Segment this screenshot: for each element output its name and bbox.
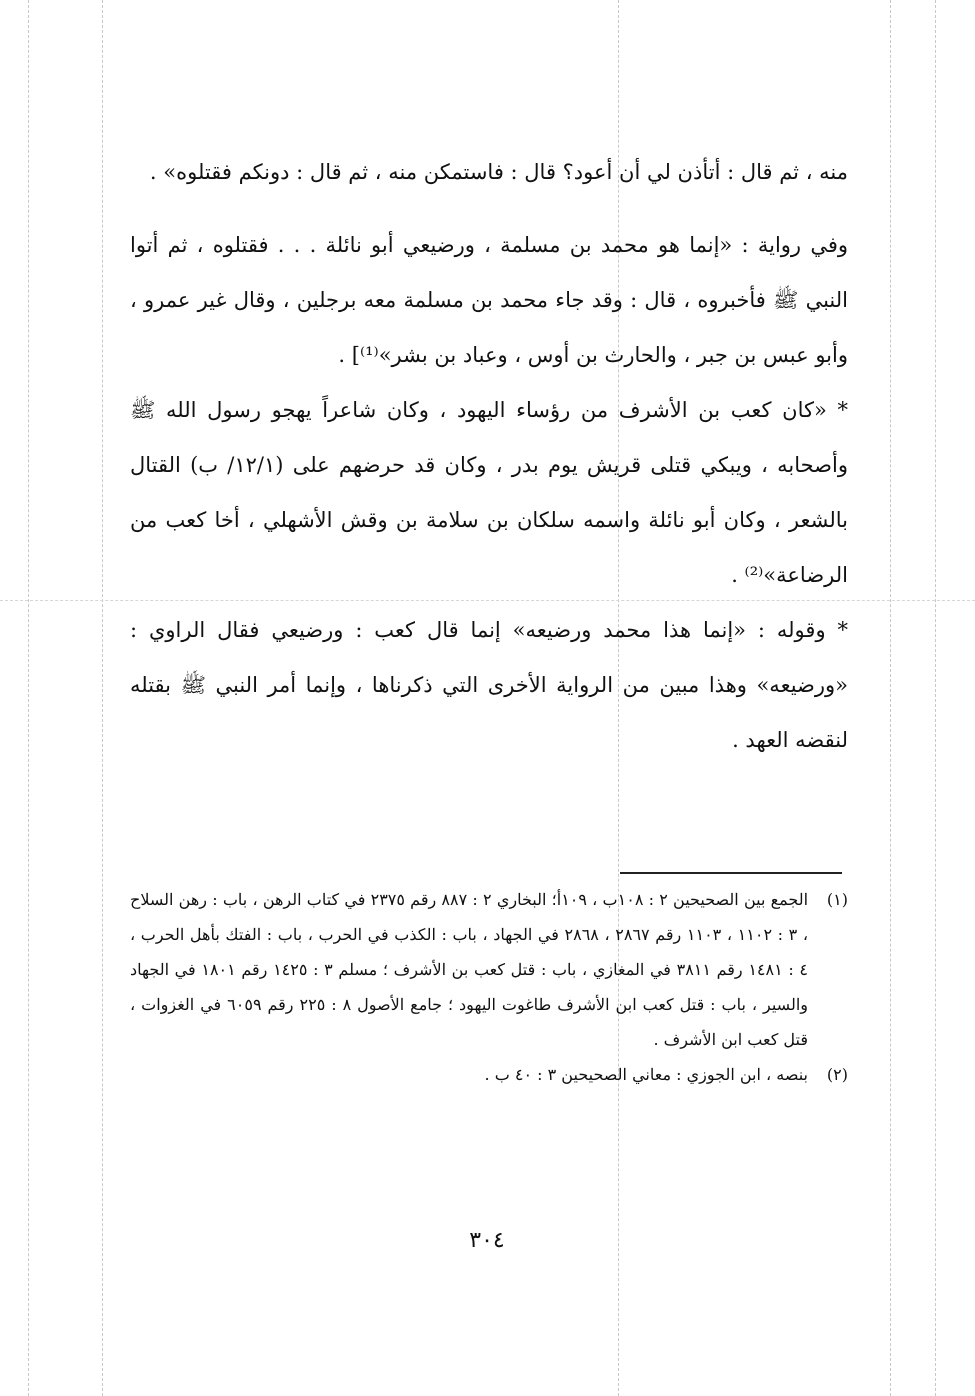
- scan-guide-line: [28, 0, 29, 1396]
- main-text: [130, 145, 848, 768]
- footnote-number: (٢): [826, 1065, 848, 1084]
- scan-guide-line: [890, 0, 891, 1396]
- footnotes: [130, 882, 848, 1092]
- scan-guide-line: [935, 0, 936, 1396]
- paragraph: منه ، ثم قال : أتأذن لي أن أعود؟ قال : فاستمكن منه ، ثم قال : دونكم فقتلوه» .: [149, 160, 848, 184]
- footnote-item: [130, 1057, 848, 1092]
- footnote-separator: [620, 872, 842, 874]
- footnote-item: [130, 882, 848, 1057]
- footnote-text: بنصه ، ابن الجوزي : معاني الصحيحين ٣ : ٤٠ ب .: [484, 1065, 808, 1084]
- footnote-number: (١): [826, 890, 848, 909]
- paragraph: * وقوله : «إنما هذا محمد ورضيعه» إنما قال كعب : ورضيعي فقال الراوي : «ورضيعه» وهذا مبين من الرواية الأخرى التي ذكرناها ، وإنما أمر النبي ﷺ بقتله لنقضه العهد .: [130, 618, 848, 752]
- scan-guide-line: [102, 0, 103, 1396]
- paragraph: وفي رواية : «إنما هو محمد بن مسلمة ، ورضيعي أبو نائلة . . . فقتلوه ، ثم أتوا النبي ﷺ فأخبروه ، قال : وقد جاء محمد بن مسلمة معه برجلين ، وقال غير عمرو ، وأبو عبس بن جبر ، والحارث بن أوس ، وعباد بن بشر»⁽¹⁾] .: [130, 233, 848, 367]
- paragraph: * «كان كعب بن الأشرف من رؤساء اليهود ، وكان شاعراً يهجو رسول الله ﷺ وأصحابه ، ويبكي قتلى قريش يوم بدر ، وكان قد حرضهم على (١٢/١/ ب) القتال بالشعر ، وكان أبو نائلة واسمه سلكان بن سلامة بن وقش الأشهلي ، أخا كعب من الرضاعة»⁽²⁾ .: [130, 398, 848, 587]
- page-number: ٣٠٤: [469, 1228, 505, 1253]
- footnote-text: الجمع بين الصحيحين ٢ : ١٠٨ب ، ١٠٩أ؛ البخاري ٢ : ٨٨٧ رقم ٢٣٧٥ في كتاب الرهن ، باب : رهن السلاح ، ٣ : ١١٠٢ ، ١١٠٣ رقم ٢٨٦٧ ، ٢٨٦٨ في الجهاد ، باب : الكذب في الحرب ، باب : الفتك بأهل الحرب ، ٤ : ١٤٨١ رقم ٣٨١١ في المغازي ، باب : قتل كعب بن الأشرف ؛ مسلم ٣ : ١٤٢٥ رقم ١٨٠١ في الجهاد والسير ، باب : قتل كعب ابن الأشرف طاغوت اليهود ؛ جامع الأصول ٨ : ٢٢٥ رقم ٦٠٥٩ في الغزوات ، قتل كعب ابن الأشرف .: [130, 890, 809, 1049]
